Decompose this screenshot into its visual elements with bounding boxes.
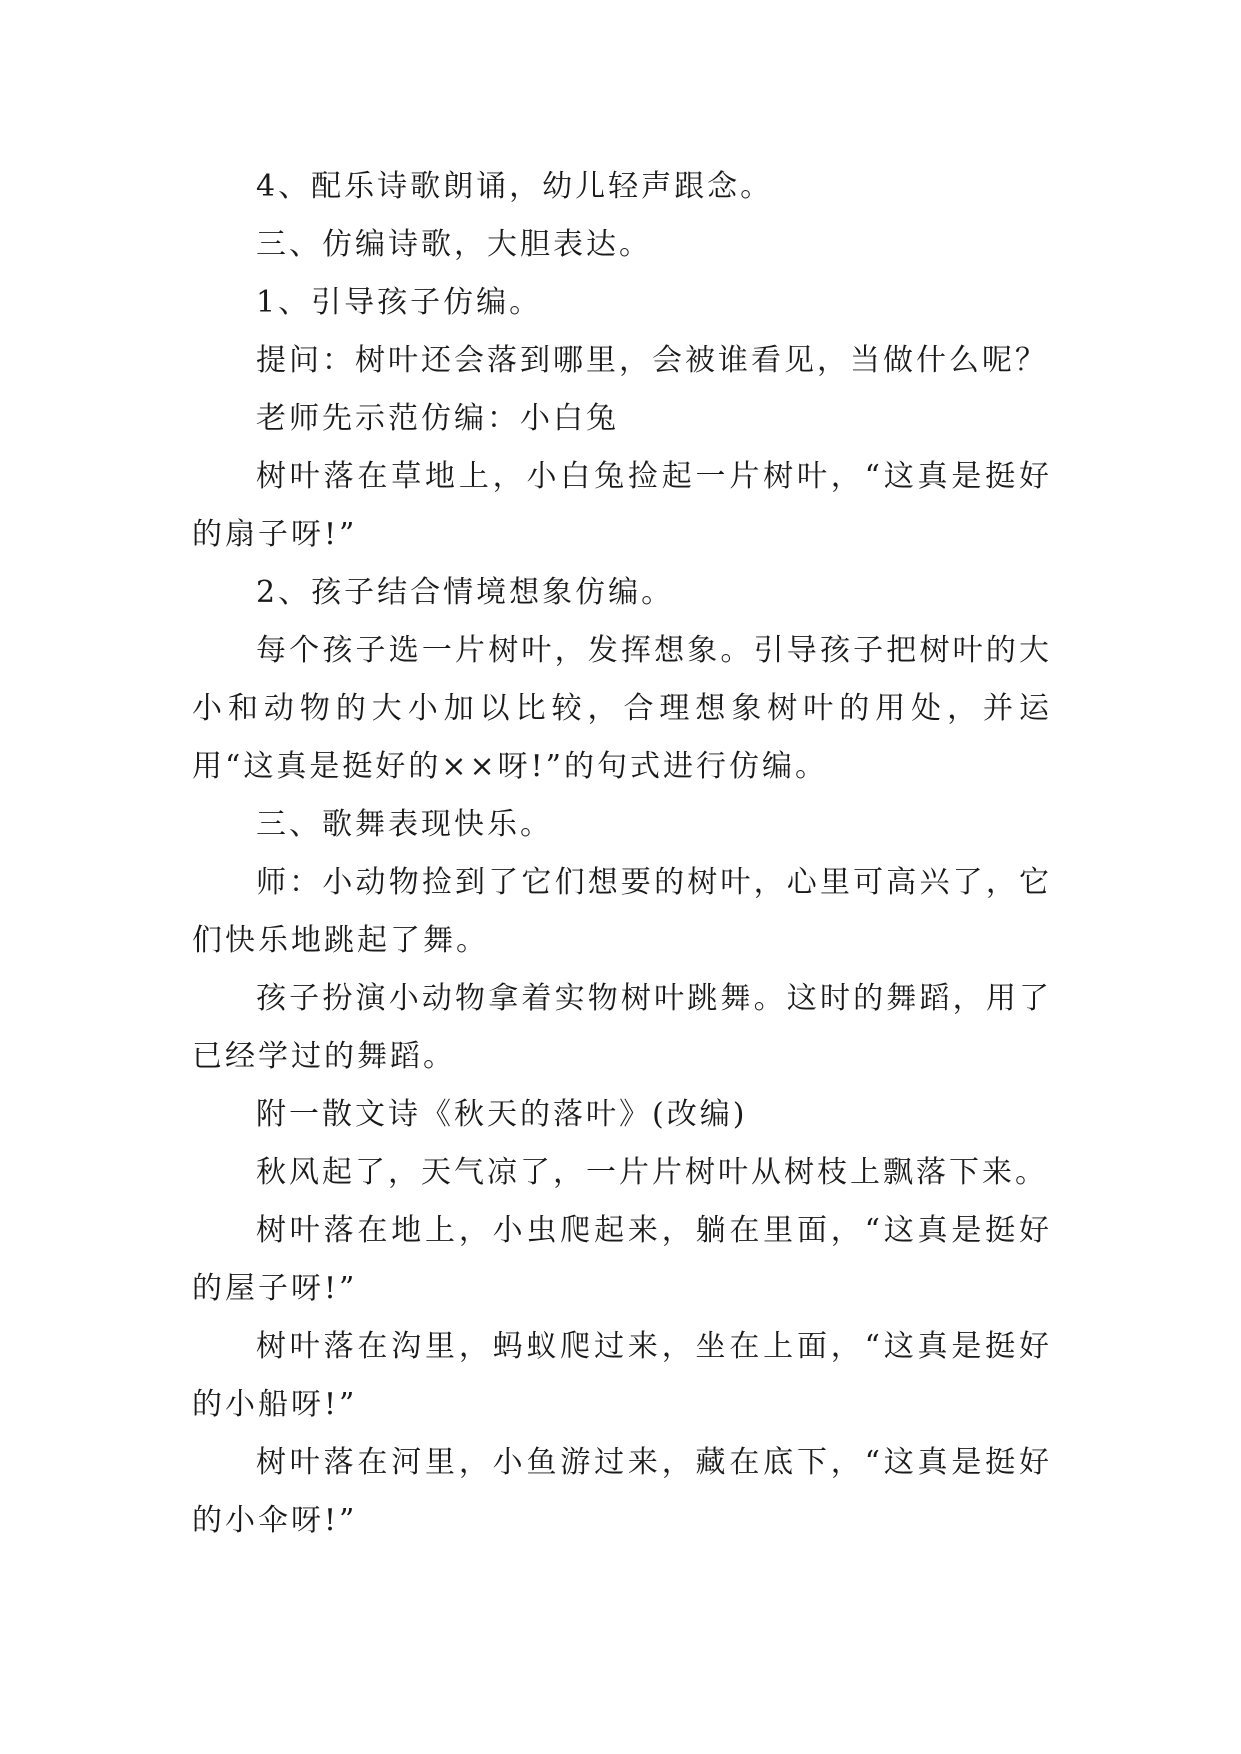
paragraph: 树叶落在草地上，小白兔捡起一片树叶，“这真是挺好的扇子呀!” [192, 459, 1052, 552]
paragraph: 孩子扮演小动物拿着实物树叶跳舞。这时的舞蹈，用了已经学过的舞蹈。 [192, 981, 1052, 1074]
section-heading: 三、仿编诗歌，大胆表达。 [256, 227, 652, 262]
appendix-title: 附一散文诗《秋天的落叶》(改编) [256, 1097, 748, 1132]
document-body [192, 158, 1052, 1550]
poem-line: 树叶落在河里，小鱼游过来，藏在底下，“这真是挺好的小伞呀!” [192, 1445, 1052, 1538]
poem-line: 树叶落在沟里，蚂蚁爬过来，坐在上面，“这真是挺好的小船呀!” [192, 1329, 1052, 1422]
paragraph: 提问：树叶还会落到哪里，会被谁看见，当做什么呢？ [256, 343, 1048, 378]
paragraph: 每个孩子选一片树叶，发挥想象。引导孩子把树叶的大小和动物的大小加以比较，合理想象树叶的用处，并运用“这真是挺好的××呀!”的句式进行仿编。 [192, 633, 1052, 784]
section-heading: 三、歌舞表现快乐。 [256, 807, 553, 842]
paragraph: 4、配乐诗歌朗诵，幼儿轻声跟念。 [256, 169, 774, 204]
paragraph: 1、引导孩子仿编。 [256, 285, 543, 320]
paragraph: 老师先示范仿编：小白兔 [256, 401, 619, 436]
poem-line: 秋风起了，天气凉了，一片片树叶从树枝上飘落下来。 [256, 1155, 1048, 1190]
paragraph: 2、孩子结合情境想象仿编。 [256, 575, 675, 610]
poem-line: 树叶落在地上，小虫爬起来，躺在里面，“这真是挺好的屋子呀!” [192, 1213, 1052, 1306]
paragraph: 师：小动物捡到了它们想要的树叶，心里可高兴了，它们快乐地跳起了舞。 [192, 865, 1052, 958]
